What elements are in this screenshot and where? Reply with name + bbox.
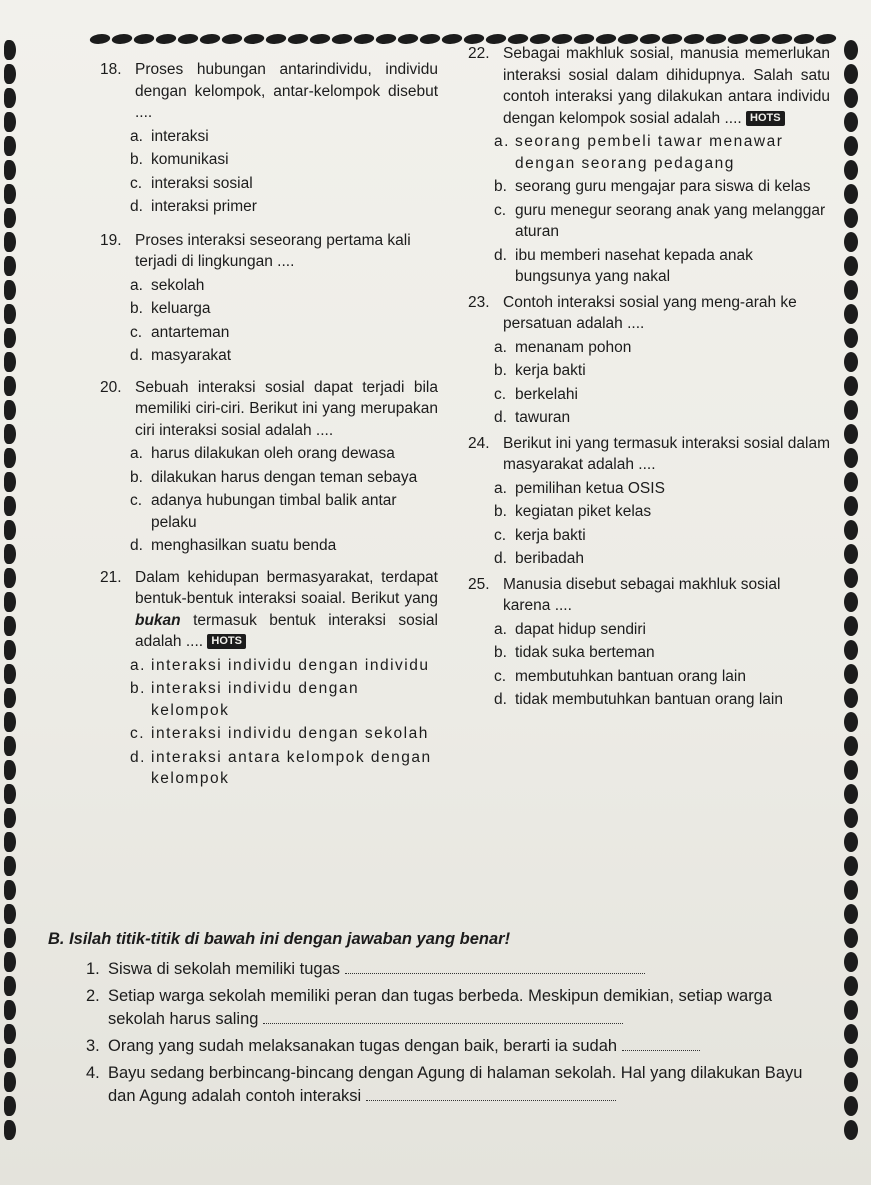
question-20: 20. Sebuah interaksi sosial dapat terjadi bila memiliki ciri-ciri. Berikut ini yang merupakan ciri interaksi sosial adalah .... a. harus dilakukan oleh orang dewasa b. dilakukan harus dengan teman sebaya c. adanya hubungan timbal balik antar pelaku d. menghasilkan suatu benda — [118, 377, 438, 557]
option-a[interactable]: a. interaksi — [130, 127, 209, 145]
option-b[interactable]: b. interaksi individu dengan kelompok — [130, 680, 360, 719]
option-b[interactable]: b. komunikasi — [130, 151, 229, 168]
question-25: 25. Manusia disebut sebagai makhluk sosial karena .... a. dapat hidup sendiri b. tidak suka berteman c. membutuhkan bantuan orang lain d. tidak membutuhkan bantuan orang lain — [468, 574, 830, 711]
option-d[interactable]: d. ibu memberi nasehat kepada anak bungsunya yang nakal — [494, 246, 753, 285]
answer-blank-1[interactable] — [345, 959, 645, 974]
emphasis-word: bukan — [135, 611, 181, 629]
option-d[interactable]: d. menghasilkan suatu benda — [130, 537, 337, 554]
option-b[interactable]: b. tidak suka berteman — [494, 644, 655, 661]
question-21: 21. Dalam kehidupan bermasyarakat, terdapat bentuk-bentuk interaksi soaial. Berikut yang bukan termasuk bentuk interaksi sosial adalah .... HOTS a. interaksi individu dengan individu b. interaksi individu dengan kelompok c. interaksi individu dengan sekolah d. interaksi antara kelompok dengan kelompok — [118, 567, 438, 790]
option-d[interactable]: d. interaksi antara kelompok dengan kelompok — [130, 748, 432, 787]
option-c[interactable]: c. interaksi individu dengan sekolah — [130, 725, 429, 742]
right-column — [468, 43, 830, 713]
option-d[interactable]: d. interaksi primer — [130, 198, 257, 215]
option-b[interactable]: b. keluarga — [130, 300, 211, 317]
option-a[interactable]: a. menanam pohon — [494, 338, 632, 356]
section-b-heading: B. Isilah titik-titik di bawah ini dengan jawaban yang benar! — [48, 930, 511, 948]
option-b[interactable]: b. kerja bakti — [494, 362, 586, 379]
question-19: 19. Proses interaksi seseorang pertama kali terjadi di lingkungan .... a. sekolah b. keluarga c. antarteman d. masyarakat — [118, 230, 438, 367]
question-text: Sebagai makhluk sosial, manusia memerlukan interaksi sosial dalam dihidupnya. Salah satu contoh interaksi yang dilakukan antara individu dengan kelompok sosial adalah .... HOTS — [503, 45, 830, 127]
question-text: Sebuah interaksi sosial dapat terjadi bila memiliki ciri-ciri. Berikut ini yang merupakan ciri interaksi sosial adalah .... — [135, 378, 438, 439]
left-column — [100, 59, 438, 792]
option-d[interactable]: d. masyarakat — [130, 347, 232, 364]
decorative-border-left — [0, 40, 24, 1180]
option-a[interactable]: a. interaksi individu dengan individu — [130, 656, 430, 674]
answer-blank-2[interactable] — [263, 1009, 623, 1024]
option-c[interactable]: c. adanya hubungan timbal balik antar pelaku — [130, 492, 397, 531]
essay-item-1: 1. Siswa di sekolah memiliki tugas — [86, 958, 816, 981]
hots-badge: HOTS — [207, 634, 246, 649]
question-text: Contoh interaksi sosial yang meng-arah ke persatuan adalah .... — [503, 293, 797, 332]
answer-blank-3[interactable] — [622, 1036, 700, 1051]
hots-badge: HOTS — [746, 111, 785, 126]
question-text: Berikut ini yang termasuk interaksi sosial dalam masyarakat adalah .... — [503, 434, 830, 473]
question-18: 18. Proses hubungan antarindividu, individu dengan kelompok, antar-kelompok disebut .... a. interaksi b. komunikasi c. interaksi sosial d. interaksi primer — [118, 59, 438, 218]
option-d[interactable]: d. tidak membutuhkan bantuan orang lain — [494, 691, 783, 708]
option-a[interactable]: a. harus dilakukan oleh orang dewasa — [130, 445, 395, 462]
option-b[interactable]: b. seorang guru mengajar para siswa di kelas — [494, 178, 811, 195]
option-a[interactable]: a. dapat hidup sendiri — [494, 620, 646, 638]
answer-blank-4[interactable] — [366, 1086, 616, 1101]
essay-item-3: 3. Orang yang sudah melaksanakan tugas dengan baik, berarti ia sudah — [86, 1035, 816, 1058]
option-b[interactable]: b. kegiatan piket kelas — [494, 503, 652, 520]
question-text: Proses hubungan antarindividu, individu dengan kelompok, antar-kelompok disebut .... — [135, 61, 438, 121]
decorative-border-right — [836, 40, 866, 1180]
option-d[interactable]: d. tawuran — [494, 409, 571, 426]
option-d[interactable]: d. beribadah — [494, 550, 584, 567]
essay-item-2: 2. Setiap warga sekolah memiliki peran dan tugas berbeda. Meskipun demikian, setiap warga sekolah harus saling — [86, 987, 773, 1028]
option-a[interactable]: a. sekolah — [130, 276, 205, 294]
question-text: Proses interaksi seseorang pertama kali terjadi di lingkungan .... — [135, 231, 411, 270]
option-c[interactable]: c. kerja bakti — [494, 526, 586, 544]
essay-item-4: 4. Bayu sedang berbincang-bincang dengan Agung di halaman sekolah. Hal yang dilakukan Bayu dan Agung adalah contoh interaksi — [86, 1064, 803, 1105]
question-23: 23. Contoh interaksi sosial yang meng-arah ke persatuan adalah .... a. menanam pohon b. kerja bakti c. berkelahi d. tawuran — [468, 292, 830, 429]
question-24: 24. Berikut ini yang termasuk interaksi sosial dalam masyarakat adalah .... a. pemilihan ketua OSIS b. kegiatan piket kelas c. kerja bakti d. beribadah — [468, 433, 830, 570]
question-22: 22. Sebagai makhluk sosial, manusia memerlukan interaksi sosial dalam dihidupnya. Salah satu contoh interaksi yang dilakukan antara individu dengan kelompok sosial adalah .... HOTS a. seorang pembeli tawar menawar dengan seorang pedagang b. seorang guru mengajar para siswa di kelas c. guru menegur seorang anak yang melanggar aturan d. ibu memberi nasehat kepada anak bungsunya yang nakal — [468, 43, 830, 288]
section-b-items — [86, 958, 816, 1108]
option-c[interactable]: c. antarteman — [130, 323, 230, 341]
option-c[interactable]: c. membutuhkan bantuan orang lain — [494, 667, 746, 685]
option-a[interactable]: a. pemilihan ketua OSIS — [494, 479, 665, 497]
question-text: Dalam kehidupan bermasyarakat, terdapat bentuk-bentuk interaksi soaial. Berikut yang bukan termasuk bentuk interaksi sosial adalah .... HOTS — [135, 568, 438, 650]
option-c[interactable]: c. berkelahi — [494, 385, 578, 403]
option-c[interactable]: c. interaksi sosial — [130, 174, 253, 192]
question-text: Manusia disebut sebagai makhluk sosial karena .... — [503, 575, 781, 614]
option-a[interactable]: a. seorang pembeli tawar menawar dengan seorang pedagang — [494, 133, 784, 172]
option-b[interactable]: b. dilakukan harus dengan teman sebaya — [130, 468, 418, 486]
option-c[interactable]: c. guru menegur seorang anak yang melanggar aturan — [494, 201, 826, 240]
